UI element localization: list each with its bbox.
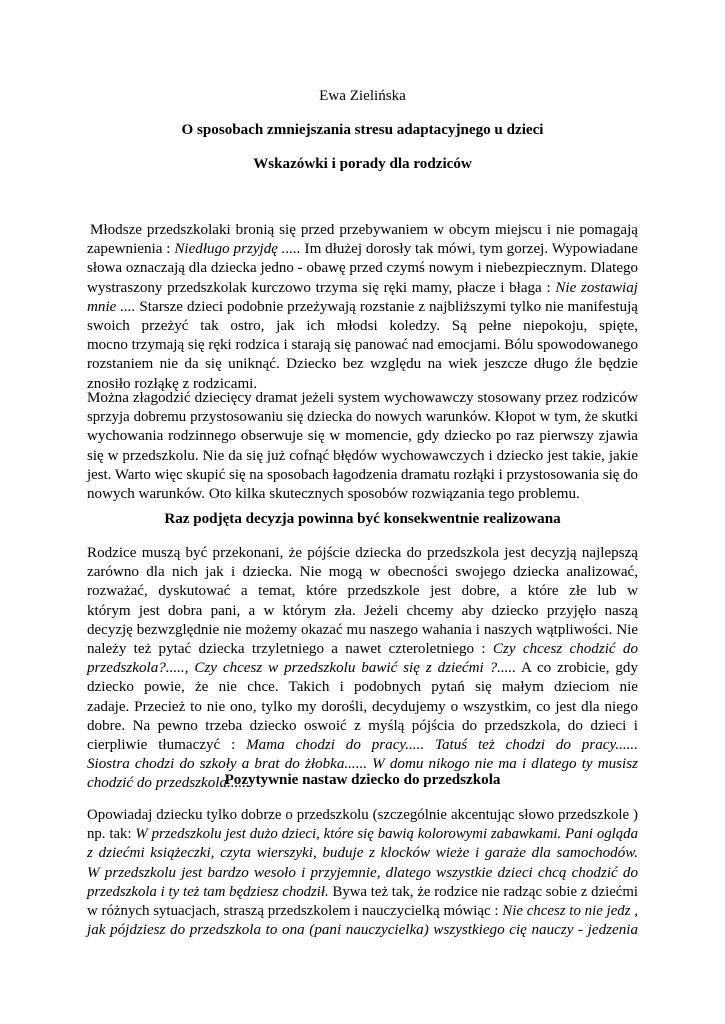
paragraph-line: chodzić do przedszkola...... [87, 775, 250, 792]
paragraph-line: w różnych sytuacjach, straszą przedszkolem i nauczycielką mówiąc : Nie chcesz to nie jedz , [87, 902, 639, 919]
paragraph-line: dobre. Na pewno trzeba dziecko oswoić z myślą pójścia do przedszkola, do dzieci i [87, 717, 638, 734]
paragraph-line: jak pójdziesz do przedszkola to ona (pani nauczycielka) wszystkiego cię nauczy - jedzenia [87, 922, 638, 939]
paragraph-line: z dziećmi książeczki, czyta wierszyki, buduje z klocków wieże i garaże dla samochodów. [87, 845, 638, 862]
paragraph-line: dziecko powie, że nie chce. Takich i podobnych pytań się małym dzieciom nie [87, 679, 638, 696]
paragraph-line: wychowania rodzinnego obserwuje się w momencie, gdy dziecko po raz pierwszy zjawia [87, 428, 638, 445]
paragraph-line: wystraszony przedszkolak kurczowo trzyma się ręki mamy, płacze i błaga : Nie zostawiaj [87, 279, 638, 296]
document-subtitle: Wskazówki i porady dla rodziców [253, 156, 472, 172]
paragraph-line: znosiło rozłąkę z rodzicami. [87, 375, 258, 392]
paragraph-line: cierpliwie tłumaczyć : Mama chodzi do pracy..... Tatuś też chodzi do pracy...... [87, 736, 638, 753]
paragraph-decision [87, 544, 638, 793]
section-heading-positive: Pozytywnie nastaw dziecko do przedszkola [224, 772, 501, 788]
paragraph-line: jest. Warto więc skupić się na sposobach łagodzenia dramatu rozłąki i przystosowania się do [87, 466, 638, 483]
paragraph-line: mnie .... Starsze dzieci podobnie przeżywają rozstanie z najbliższymi tylko nie manifestują [87, 298, 638, 315]
paragraph-line: przedszkola?....., Czy chcesz w przedszkolu bawić się z dziećmi ?..... A co zrobicie, gdy [87, 660, 639, 677]
paragraph-line: Młodsze przedszkolaki bronią się przed przebywaniem w obcym miejscu i nie pomagają [90, 222, 638, 238]
paragraph-line: się w przedszkolu. Nie da się już cofnąć błędów wychowawczych i dziecko jest takie, jakie [87, 447, 638, 464]
paragraph-line: rozstaniem nie da się uniknąć. Dziecko bez względu na wiek jeszcze długo źle będzie [87, 356, 638, 373]
section-heading-decision: Raz podjęta decyzja powinna być konsekwentnie realizowana [164, 511, 561, 527]
paragraph-intro [87, 221, 638, 394]
paragraph-line: rozważać, dyskutować a temat, które przedszkole jest dobre, a które złe lub w [87, 583, 638, 600]
paragraph-line: słowa oznaczają dla dziecka jedno - obawę przed czymś nowym i niebezpiecznym. Dlatego [87, 260, 638, 277]
paragraph-line: nowych warunków. Oto kilka skutecznych sposobów rozwiązania tego problemu. [87, 485, 580, 502]
author-name: Ewa Zielińska [319, 88, 406, 104]
paragraph-line: zarówno dla nich jak i dziecka. Nie mogą w obecności swojego dziecka analizować, [87, 564, 638, 581]
paragraph-line: należy też pytać dziecka trzyletniego a nawet czteroletniego : Czy chcesz chodzić do [87, 640, 638, 657]
paragraph-line: zapewnienia : Niedługo przyjdę ..... Im dłużej dorosły tak mówi, tym gorzej. Wypowiadane [87, 241, 638, 258]
paragraph-line: przedszkola i ty też tam będziesz chodził. Bywa też tak, że rodzice nie radząc sobie z dziećmi [87, 883, 638, 900]
paragraph-line: decyzję bezwzględnie nie możemy okazać mu naszego wahania i naszych wątpliwości. Nie [87, 621, 638, 638]
paragraph-line: Rodzice muszą być przekonani, że pójście dziecka do przedszkola jest decyzją najlepszą [87, 545, 638, 561]
paragraph-line: Opowiadaj dziecku tylko dobrze o przedszkolu (szczególnie akcentując słowo przedszkole ) [87, 807, 638, 823]
paragraph-line: sprzyja dobremu przystosowaniu się dziecka do nowych warunków. Kłopot w tym, że skutki [87, 409, 638, 426]
paragraph-line: którym jest dobra pani, a w którym zła. Jeżeli chcemy aby dziecko przyjęło naszą [87, 602, 638, 619]
paragraph-line: np. tak: W przedszkolu jest dużo dzieci, które się bawią kolorowymi zabawkami. Pani ogląda [87, 826, 638, 843]
document-title: O sposobach zmniejszania stresu adaptacyjnego u dzieci [181, 122, 544, 138]
paragraph-line: zadaje. Przecież to nie ono, tylko my dorośli, decydujemy o wszystkim, co jest dla niego [87, 698, 638, 715]
paragraph-line: Siostra chodzi do szkoły a brat do żłobka...... W domu nikogo nie ma i dlatego ty musisz [87, 756, 638, 773]
paragraph-line: W przedszkolu jest bardzo wesoło i przyjemnie, dlatego wszystkie dzieci chcą chodzić do [87, 864, 638, 881]
paragraph-line: swoich przeżyć tak ostro, jak ich młodsi koledzy. Są pełne niepokoju, spięte, [87, 317, 638, 334]
paragraph-line: mocno trzymają się ręki rodzica i starają się panować nad emocjami. Bólu spowodowanego [87, 337, 638, 354]
paragraph-system [87, 389, 638, 504]
paragraph-positive [87, 806, 638, 940]
paragraph-line: Można złagodzić dziecięcy dramat jeżeli system wychowawczy stosowany przez rodziców [87, 390, 638, 406]
